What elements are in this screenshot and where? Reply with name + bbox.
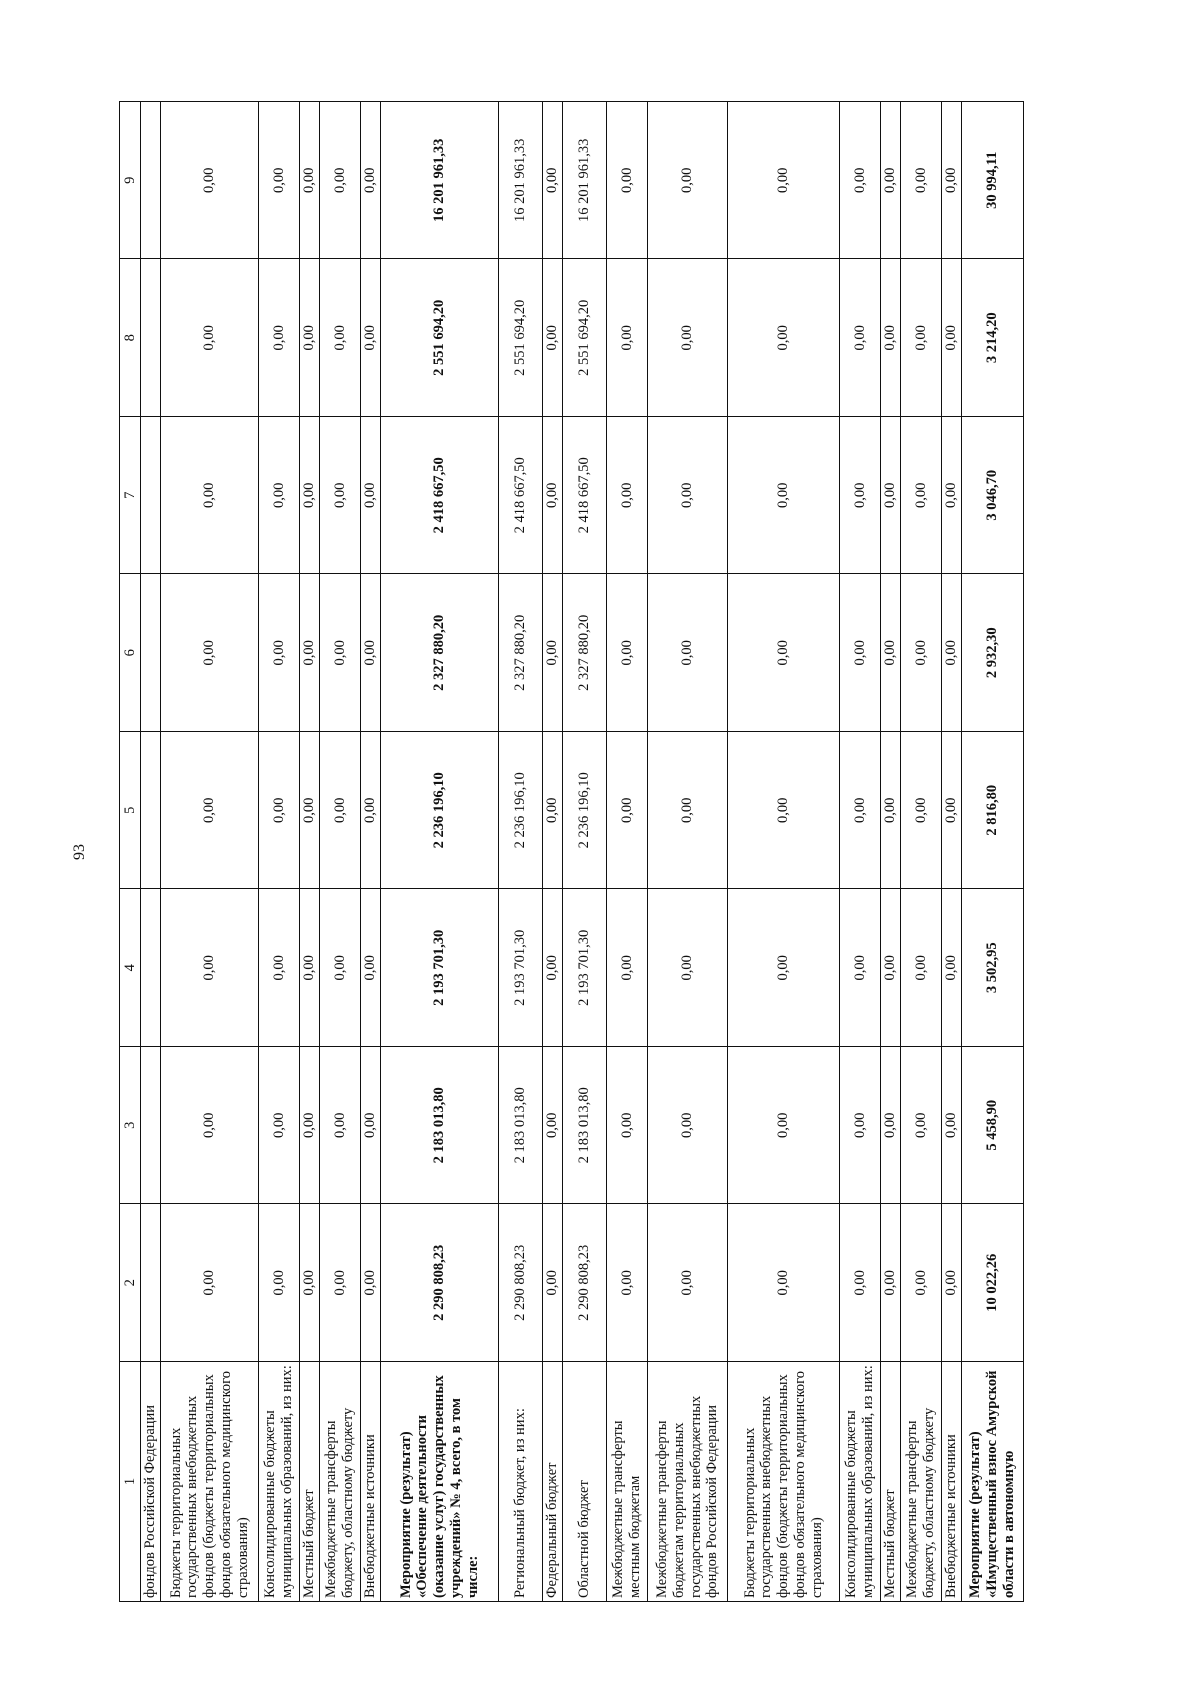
cell-value: 0,00: [161, 102, 259, 260]
cell-value: 0,00: [259, 102, 300, 260]
cell-value: 2 932,30: [962, 574, 1024, 732]
cell-value: 0,00: [543, 889, 563, 1047]
cell-value: 10 022,26: [962, 1204, 1024, 1362]
cell-value: 0,00: [728, 259, 840, 417]
cell-value: 16 201 961,33: [499, 102, 543, 260]
cell-value: 0,00: [161, 417, 259, 575]
cell-value: 0,00: [300, 1204, 320, 1362]
cell-value: 0,00: [543, 1204, 563, 1362]
cell-value: 2 551 694,20: [381, 259, 499, 417]
cell-value: 0,00: [901, 259, 942, 417]
cell-value: 0,00: [607, 259, 648, 417]
cell-value: 0,00: [259, 889, 300, 1047]
cell-value: 0,00: [648, 889, 728, 1047]
cell-value: 0,00: [881, 732, 901, 890]
cell-value: 0,00: [881, 1204, 901, 1362]
cell-value: 2 327 880,20: [499, 574, 543, 732]
cell-value: 2 418 667,50: [499, 417, 543, 575]
cell-value: 0,00: [607, 417, 648, 575]
cell-value: 0,00: [901, 574, 942, 732]
row-label: Консолидированные бюджеты муниципальных образований, из них:: [259, 1362, 300, 1602]
cell-value: 0,00: [840, 889, 881, 1047]
budget-table: [119, 101, 1024, 1602]
row-label: Областной бюджет: [563, 1362, 607, 1602]
cell-value: [141, 889, 161, 1047]
cell-value: 2 193 701,30: [499, 889, 543, 1047]
column-header-1: 1: [120, 1362, 141, 1602]
row-label: Межбюджетные трансферты местным бюджетам: [607, 1362, 648, 1602]
cell-value: 30 994,11: [962, 102, 1024, 260]
column-header-3: 3: [120, 1047, 141, 1205]
cell-value: 0,00: [300, 889, 320, 1047]
cell-value: 2 236 196,10: [563, 732, 607, 890]
column-header-2: 2: [120, 1204, 141, 1362]
table-row: [607, 102, 648, 1602]
cell-value: 2 418 667,50: [563, 417, 607, 575]
table-row: [361, 102, 381, 1602]
cell-value: 2 816,80: [962, 732, 1024, 890]
cell-value: 0,00: [361, 1204, 381, 1362]
cell-value: 0,00: [300, 574, 320, 732]
table-row: [962, 102, 1024, 1602]
cell-value: 0,00: [543, 574, 563, 732]
cell-value: 5 458,90: [962, 1047, 1024, 1205]
cell-value: 0,00: [161, 1204, 259, 1362]
cell-value: 3 502,95: [962, 889, 1024, 1047]
cell-value: 0,00: [320, 889, 361, 1047]
cell-value: 0,00: [901, 1047, 942, 1205]
cell-value: 0,00: [942, 889, 962, 1047]
table-row: [320, 102, 361, 1602]
cell-value: 0,00: [881, 102, 901, 260]
cell-value: 2 236 196,10: [499, 732, 543, 890]
cell-value: 0,00: [728, 574, 840, 732]
cell-value: 0,00: [942, 574, 962, 732]
cell-value: 0,00: [320, 102, 361, 260]
column-header-9: 9: [120, 102, 141, 260]
cell-value: 0,00: [881, 259, 901, 417]
cell-value: 2 418 667,50: [381, 417, 499, 575]
cell-value: 0,00: [259, 259, 300, 417]
cell-value: 2 183 013,80: [381, 1047, 499, 1205]
cell-value: 0,00: [840, 417, 881, 575]
cell-value: 0,00: [161, 259, 259, 417]
table-row: [141, 102, 161, 1602]
cell-value: 0,00: [881, 417, 901, 575]
table-row: [563, 102, 607, 1602]
cell-value: 0,00: [361, 732, 381, 890]
cell-value: 0,00: [259, 1204, 300, 1362]
column-header-4: 4: [120, 889, 141, 1047]
row-label: Внебюджетные источники: [361, 1362, 381, 1602]
cell-value: 0,00: [543, 417, 563, 575]
cell-value: 2 193 701,30: [563, 889, 607, 1047]
cell-value: 0,00: [361, 102, 381, 260]
row-label: Местный бюджет: [881, 1362, 901, 1602]
cell-value: 0,00: [901, 732, 942, 890]
table-row: [300, 102, 320, 1602]
cell-value: 0,00: [840, 1047, 881, 1205]
cell-value: 0,00: [901, 1204, 942, 1362]
cell-value: 0,00: [543, 259, 563, 417]
table-row: [942, 102, 962, 1602]
cell-value: 2 290 808,23: [563, 1204, 607, 1362]
table-row: [161, 102, 259, 1602]
cell-value: 0,00: [728, 417, 840, 575]
cell-value: [141, 102, 161, 260]
table-body: [141, 102, 1024, 1602]
table-row: [728, 102, 840, 1602]
cell-value: 2 551 694,20: [499, 259, 543, 417]
column-header-7: 7: [120, 417, 141, 575]
cell-value: 16 201 961,33: [381, 102, 499, 260]
cell-value: 2 290 808,23: [499, 1204, 543, 1362]
row-label: Бюджеты территориальных государственных внебюджетных фондов (бюджеты территориальных фондов обязательного медицинского страхования): [728, 1362, 840, 1602]
cell-value: [141, 732, 161, 890]
cell-value: 0,00: [320, 417, 361, 575]
cell-value: 0,00: [840, 102, 881, 260]
cell-value: 0,00: [728, 889, 840, 1047]
row-label: Мероприятие (результат) «Обеспечение деятельности (оказание услуг) государственных учреждений» № 4, всего, в том числе:: [381, 1362, 499, 1602]
column-header-5: 5: [120, 732, 141, 890]
cell-value: 2 327 880,20: [381, 574, 499, 732]
cell-value: 0,00: [942, 259, 962, 417]
cell-value: 0,00: [648, 259, 728, 417]
cell-value: 0,00: [881, 889, 901, 1047]
cell-value: 0,00: [607, 889, 648, 1047]
cell-value: 0,00: [300, 259, 320, 417]
cell-value: 0,00: [648, 1204, 728, 1362]
cell-value: 0,00: [728, 1047, 840, 1205]
cell-value: 0,00: [361, 1047, 381, 1205]
cell-value: 0,00: [543, 1047, 563, 1205]
cell-value: [141, 1204, 161, 1362]
cell-value: 0,00: [161, 889, 259, 1047]
column-header-6: 6: [120, 574, 141, 732]
cell-value: 0,00: [840, 732, 881, 890]
cell-value: 0,00: [607, 1047, 648, 1205]
cell-value: 0,00: [300, 417, 320, 575]
cell-value: 2 551 694,20: [563, 259, 607, 417]
cell-value: 0,00: [320, 574, 361, 732]
cell-value: 2 193 701,30: [381, 889, 499, 1047]
cell-value: 0,00: [728, 102, 840, 260]
row-label: Межбюджетные трансферты бюджету, областному бюджету: [320, 1362, 361, 1602]
cell-value: 0,00: [259, 1047, 300, 1205]
cell-value: 0,00: [361, 574, 381, 732]
cell-value: 0,00: [881, 1047, 901, 1205]
cell-value: 16 201 961,33: [563, 102, 607, 260]
cell-value: 0,00: [259, 574, 300, 732]
cell-value: 0,00: [840, 259, 881, 417]
cell-value: 0,00: [942, 102, 962, 260]
column-header-8: 8: [120, 259, 141, 417]
cell-value: [141, 417, 161, 575]
table-row: [840, 102, 881, 1602]
table-row: [259, 102, 300, 1602]
cell-value: 0,00: [648, 1047, 728, 1205]
cell-value: 0,00: [607, 102, 648, 260]
cell-value: 0,00: [300, 732, 320, 890]
row-label: Региональный бюджет, из них:: [499, 1362, 543, 1602]
cell-value: [141, 259, 161, 417]
cell-value: 0,00: [607, 1204, 648, 1362]
cell-value: 0,00: [648, 417, 728, 575]
cell-value: 0,00: [942, 732, 962, 890]
cell-value: 0,00: [942, 1204, 962, 1362]
table-row: [648, 102, 728, 1602]
cell-value: [141, 1047, 161, 1205]
document-table-wrapper: [119, 102, 1059, 1602]
table-row: [901, 102, 942, 1602]
row-label: Межбюджетные трансферты бюджетам территориальных государственных внебюджетных фондов Российской Федерации: [648, 1362, 728, 1602]
cell-value: 0,00: [361, 889, 381, 1047]
cell-value: 0,00: [320, 732, 361, 890]
cell-value: 0,00: [161, 1047, 259, 1205]
cell-value: 0,00: [840, 1204, 881, 1362]
row-label: Консолидированные бюджеты муниципальных образований, из них:: [840, 1362, 881, 1602]
cell-value: 2 236 196,10: [381, 732, 499, 890]
cell-value: 0,00: [648, 102, 728, 260]
row-label: Межбюджетные трансферты бюджету, областному бюджету: [901, 1362, 942, 1602]
cell-value: 0,00: [300, 1047, 320, 1205]
cell-value: 0,00: [259, 732, 300, 890]
row-label: Бюджеты территориальных государственных внебюджетных фондов (бюджеты территориальных фондов обязательного медицинского страхования): [161, 1362, 259, 1602]
table-row: [881, 102, 901, 1602]
cell-value: 3 214,20: [962, 259, 1024, 417]
table-row: [381, 102, 499, 1602]
row-label: Местный бюджет: [300, 1362, 320, 1602]
cell-value: 0,00: [361, 417, 381, 575]
cell-value: 2 290 808,23: [381, 1204, 499, 1362]
cell-value: 2 183 013,80: [563, 1047, 607, 1205]
row-label: Федеральный бюджет: [543, 1362, 563, 1602]
cell-value: 0,00: [607, 732, 648, 890]
table-row: [499, 102, 543, 1602]
cell-value: 0,00: [942, 1047, 962, 1205]
cell-value: 3 046,70: [962, 417, 1024, 575]
cell-value: 0,00: [320, 1204, 361, 1362]
cell-value: 0,00: [648, 574, 728, 732]
cell-value: 0,00: [320, 1047, 361, 1205]
page-number: 93: [71, 844, 88, 860]
cell-value: 0,00: [901, 417, 942, 575]
table-row: [543, 102, 563, 1602]
cell-value: 0,00: [543, 732, 563, 890]
cell-value: 2 327 880,20: [563, 574, 607, 732]
cell-value: 0,00: [728, 732, 840, 890]
cell-value: 2 183 013,80: [499, 1047, 543, 1205]
cell-value: 0,00: [161, 732, 259, 890]
cell-value: 0,00: [259, 417, 300, 575]
cell-value: 0,00: [300, 102, 320, 260]
row-label: фондов Российской Федерации: [141, 1362, 161, 1602]
cell-value: [141, 574, 161, 732]
cell-value: 0,00: [648, 732, 728, 890]
cell-value: 0,00: [881, 574, 901, 732]
cell-value: 0,00: [901, 889, 942, 1047]
cell-value: 0,00: [361, 259, 381, 417]
cell-value: 0,00: [728, 1204, 840, 1362]
cell-value: 0,00: [901, 102, 942, 260]
cell-value: 0,00: [161, 574, 259, 732]
table-header-row: [120, 102, 141, 1602]
row-label: Внебюджетные источники: [942, 1362, 962, 1602]
cell-value: 0,00: [840, 574, 881, 732]
row-label: Мероприятие (результат) «Имущественный взнос Амурской области в автономную: [962, 1362, 1024, 1602]
cell-value: 0,00: [543, 102, 563, 260]
cell-value: 0,00: [320, 259, 361, 417]
cell-value: 0,00: [607, 574, 648, 732]
cell-value: 0,00: [942, 417, 962, 575]
